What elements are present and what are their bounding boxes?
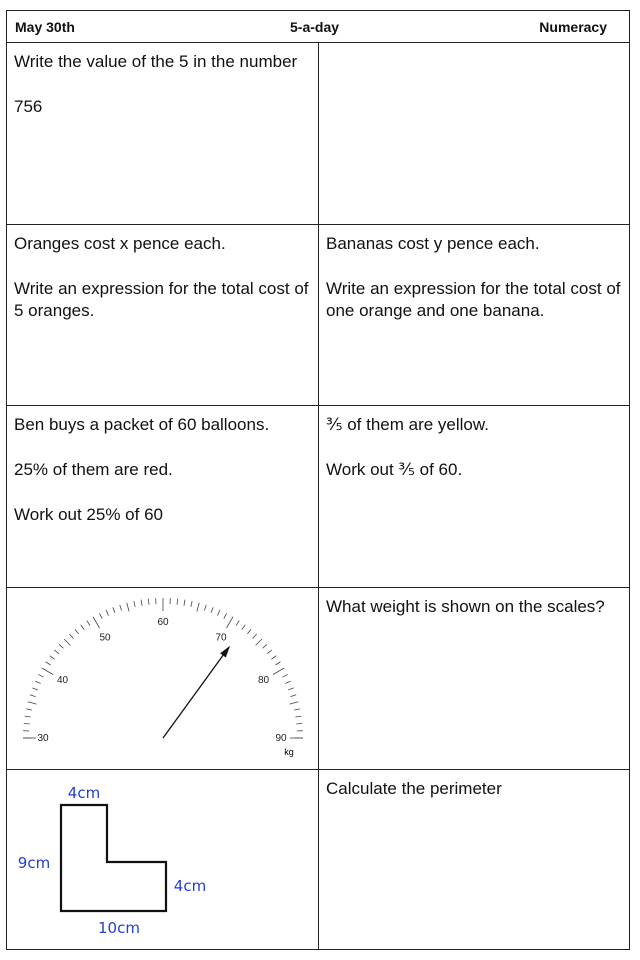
- question-cell-perimeter: [319, 770, 629, 950]
- question-cell-oranges: [7, 225, 319, 405]
- question-cell-place-value: [7, 43, 319, 224]
- scale-label: 40: [56, 675, 69, 686]
- question-text: Write an expression for the total cost of one orange and one banana.: [326, 279, 621, 320]
- question-row-2: [7, 225, 629, 406]
- scale-tick: [30, 695, 36, 697]
- scale-tick: [218, 610, 220, 615]
- question-cell-shape: [7, 770, 319, 950]
- shape-label-top: 4cm: [67, 784, 101, 802]
- question-text: 25% of them are red.: [14, 460, 173, 479]
- scale-tick: [24, 723, 30, 724]
- l-shape-diagram: [7, 770, 317, 950]
- scale-needle: [163, 647, 229, 738]
- scale-tick: [290, 702, 299, 704]
- scale-tick: [263, 644, 267, 648]
- scale-tick: [273, 668, 284, 675]
- scale-label: 70: [215, 632, 227, 644]
- worksheet-header: [7, 11, 629, 43]
- scale-tick: [64, 639, 70, 645]
- scale-tick: [256, 639, 262, 645]
- scale-tick: [247, 629, 251, 634]
- worksheet: [6, 10, 630, 950]
- question-cell-bananas: [319, 225, 629, 405]
- scale-tick: [184, 600, 185, 606]
- scale-tick: [25, 716, 31, 717]
- scale-labels: [37, 617, 287, 744]
- scale-tick: [35, 681, 40, 683]
- question-text: ⅗ of them are yellow.: [326, 415, 489, 434]
- question-row-1: [7, 43, 629, 225]
- scale-tick: [295, 716, 301, 717]
- scale-tick: [236, 621, 239, 626]
- l-shape-outline: [61, 805, 166, 911]
- scale-tick: [93, 617, 100, 628]
- scale-tick: [285, 681, 290, 683]
- question-text: Calculate the perimeter: [326, 779, 502, 798]
- scale-tick: [46, 662, 51, 665]
- scale-label: 60: [157, 617, 169, 628]
- scale-tick: [127, 603, 129, 612]
- scale-tick: [290, 695, 296, 697]
- scale-tick: [59, 644, 63, 648]
- scale-tick: [282, 674, 287, 677]
- scale-tick: [99, 613, 102, 618]
- question-row-3: [7, 406, 629, 588]
- shape-label-right: 4cm: [173, 877, 207, 895]
- scale-label: 50: [99, 632, 111, 644]
- scale-tick: [28, 702, 37, 704]
- scale-tick: [54, 650, 59, 654]
- question-text: Write the value of the 5 in the number: [14, 52, 298, 71]
- empty-cell: [319, 43, 629, 224]
- weighing-scale-dial: [7, 588, 317, 768]
- header-subject: Numeracy: [539, 19, 607, 35]
- header-title: 5-a-day: [290, 19, 340, 35]
- scale-tick: [26, 709, 32, 710]
- question-cell-weight: [319, 588, 629, 769]
- scale-tick: [81, 625, 85, 630]
- scale-tick: [42, 668, 53, 675]
- scale-unit: kg: [284, 747, 294, 757]
- scale-tick: [38, 674, 43, 677]
- question-cell-scale: [7, 588, 319, 769]
- scale-tick: [242, 625, 246, 630]
- scale-tick: [224, 613, 227, 618]
- scale-tick: [275, 662, 280, 665]
- header-date: May 30th: [15, 19, 75, 35]
- shape-label-left: 9cm: [17, 854, 51, 872]
- scale-tick: [32, 688, 38, 690]
- scale-tick: [177, 599, 178, 605]
- scale-needle-arrowhead: [220, 646, 230, 658]
- question-row-5: [7, 770, 629, 950]
- question-text: What weight is shown on the scales?: [326, 597, 605, 616]
- question-text: Work out 25% of 60: [14, 505, 163, 524]
- scale-tick: [267, 650, 272, 654]
- question-text: Bananas cost y pence each.: [326, 234, 540, 253]
- scale-tick: [191, 601, 192, 607]
- scale-tick: [113, 607, 115, 613]
- shape-label-bottom: 10cm: [98, 919, 140, 937]
- question-cell-percent: [7, 406, 319, 587]
- question-text: Oranges cost x pence each.: [14, 234, 226, 253]
- question-text: Write an expression for the total cost of 5 oranges.: [14, 279, 309, 320]
- scale-tick: [211, 607, 213, 613]
- question-row-4: [7, 588, 629, 770]
- scale-tick: [50, 656, 55, 660]
- scale-tick: [148, 599, 149, 605]
- scale-label: 80: [257, 675, 270, 686]
- question-text: Work out ⅗ of 60.: [326, 460, 463, 479]
- scale-tick: [294, 709, 300, 710]
- scale-label: 30: [37, 733, 49, 744]
- question-number: 756: [14, 97, 43, 116]
- scale-tick: [253, 634, 257, 638]
- question-text: Ben buys a packet of 60 balloons.: [14, 415, 270, 434]
- scale-tick: [134, 601, 135, 607]
- scale-tick: [75, 629, 79, 634]
- question-cell-fraction: [319, 406, 629, 587]
- scale-tick: [141, 600, 142, 606]
- scale-tick: [197, 603, 199, 612]
- scale-tick: [204, 605, 206, 611]
- scale-tick: [87, 621, 90, 626]
- scale-tick: [296, 723, 302, 724]
- scale-label: 90: [275, 733, 287, 744]
- scale-tick: [271, 656, 276, 660]
- scale-tick: [288, 688, 294, 690]
- scale-tick: [106, 610, 108, 615]
- scale-tick: [120, 605, 122, 611]
- scale-tick: [227, 617, 234, 628]
- scale-tick: [69, 634, 73, 638]
